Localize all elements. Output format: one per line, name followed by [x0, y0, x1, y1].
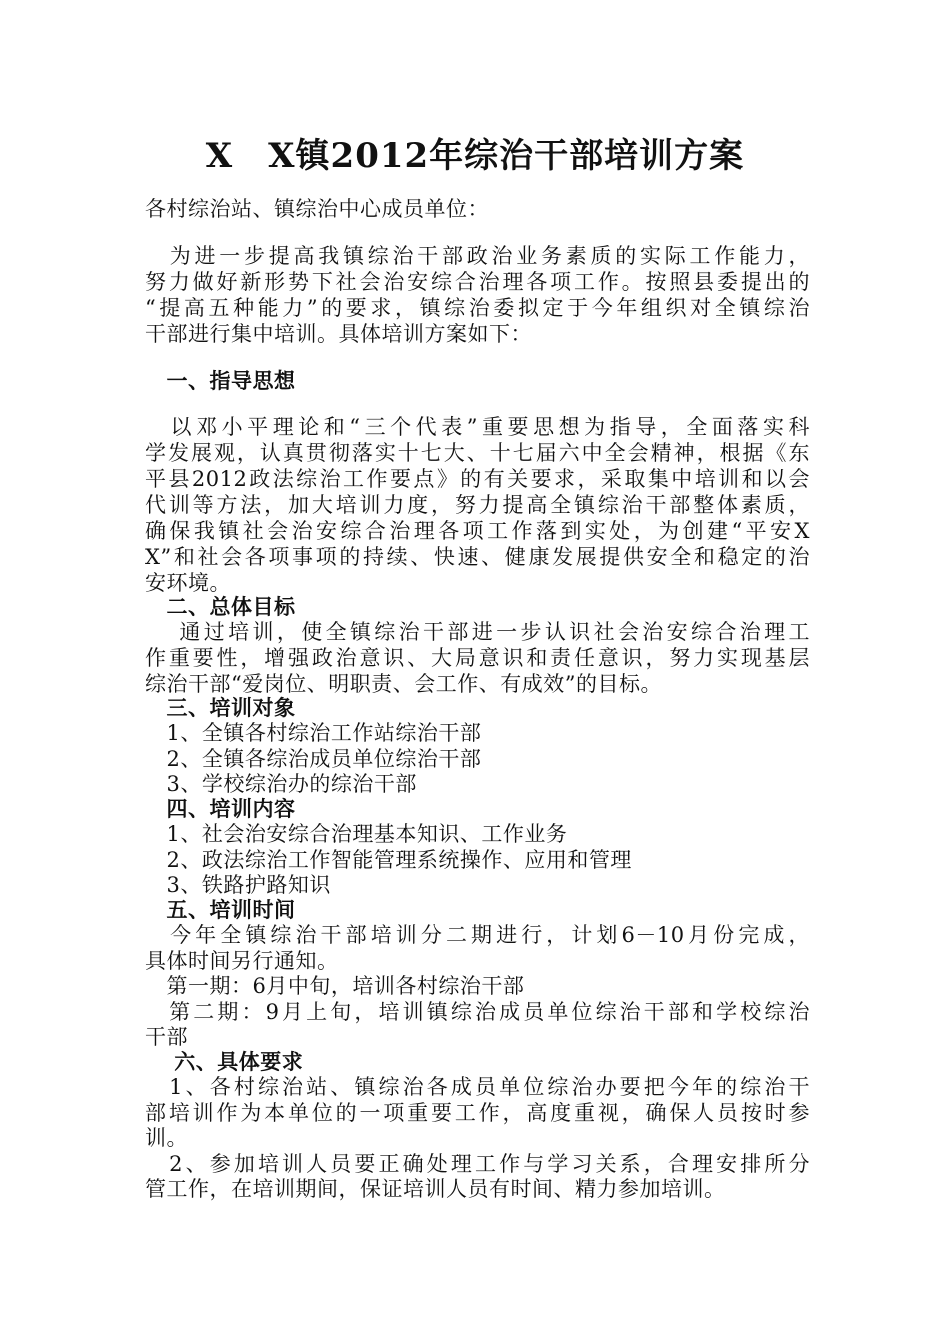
salutation: 各村综治站、镇综治中心成员单位：: [145, 197, 489, 221]
list-item: 3、铁路护路知识: [145, 873, 331, 897]
section-body-line: 今年全镇综治干部培训分二期进行，计划6－10月份完成，: [145, 923, 810, 947]
section-body-line: 平县2012政法综治工作要点》的有关要求，采取集中培训和以会: [145, 467, 810, 491]
section-body-line: 管工作，在培训期间，保证培训人员有时间、精力参加培训。: [145, 1177, 726, 1201]
section-body-line: 第二期：9月上旬，培训镇综治成员单位综治干部和学校综治: [145, 1000, 810, 1024]
section-heading-specific-requirements: 六、具体要求: [145, 1049, 304, 1074]
intro-line: 为进一步提高我镇综治干部政治业务素质的实际工作能力，: [145, 244, 810, 268]
section-body-line: 具体时间另行通知。: [145, 949, 339, 973]
section-heading-guiding-ideology: 一、指导思想: [145, 368, 296, 393]
section-body-line: 代训等方法，加大培训力度，努力提高全镇综治干部整体素质，: [145, 493, 810, 517]
section-body-line: 学发展观，认真贯彻落实十七大、十七届六中全会精神，根据《东: [145, 441, 810, 465]
section-body-line: 1、各村综治站、镇综治各成员单位综治办要把今年的综治干: [145, 1075, 810, 1099]
section-body-line: 安环境。: [145, 571, 231, 595]
section-body-line: 综治干部“爱岗位、明职责、会工作、有成效”的目标。: [145, 672, 662, 696]
list-item: 1、社会治安综合治理基本知识、工作业务: [145, 822, 568, 846]
section-body-line: 2、参加培训人员要正确处理工作与学习关系，合理安排所分: [145, 1152, 810, 1176]
list-item: 1、全镇各村综治工作站综治干部: [145, 721, 482, 745]
section-body-line: 干部: [145, 1025, 188, 1049]
section-body-line: 以邓小平理论和“三个代表”重要思想为指导，全面落实科: [145, 415, 810, 439]
section-body-line: 作重要性，增强政治意识、大局意识和责任意识，努力实现基层: [145, 646, 810, 670]
section-body-line: 通过培训，使全镇综治干部进一步认识社会治安综合治理工: [145, 620, 810, 644]
list-item: 3、学校综治办的综治干部: [145, 772, 417, 796]
list-item: 2、全镇各综治成员单位综治干部: [145, 747, 482, 771]
section-heading-training-targets: 三、培训对象: [145, 695, 296, 720]
section-body-line: 部培训作为本单位的一项重要工作，高度重视，确保人员按时参: [145, 1101, 810, 1125]
section-heading-training-time: 五、培训时间: [145, 897, 296, 922]
section-body-line: 第一期：6月中旬，培训各村综治干部: [145, 974, 525, 998]
intro-line: “提高五种能力”的要求，镇综治委拟定于今年组织对全镇综治: [145, 296, 810, 320]
document-title: X X镇2012年综治干部培训方案: [205, 136, 745, 176]
list-item: 2、政法综治工作智能管理系统操作、应用和管理: [145, 848, 632, 872]
intro-line: 干部进行集中培训。具体培训方案如下：: [145, 322, 532, 346]
section-body-line: 确保我镇社会治安综合治理各项工作落到实处，为创建“平安X: [145, 519, 810, 543]
section-heading-overall-goal: 二、总体目标: [145, 594, 296, 619]
section-heading-training-content: 四、培训内容: [145, 796, 296, 821]
section-body-line: X”和社会各项事项的持续、快速、健康发展提供安全和稳定的治: [145, 545, 810, 569]
intro-line: 努力做好新形势下社会治安综合治理各项工作。按照县委提出的: [145, 270, 810, 294]
section-body-line: 训。: [145, 1126, 188, 1150]
